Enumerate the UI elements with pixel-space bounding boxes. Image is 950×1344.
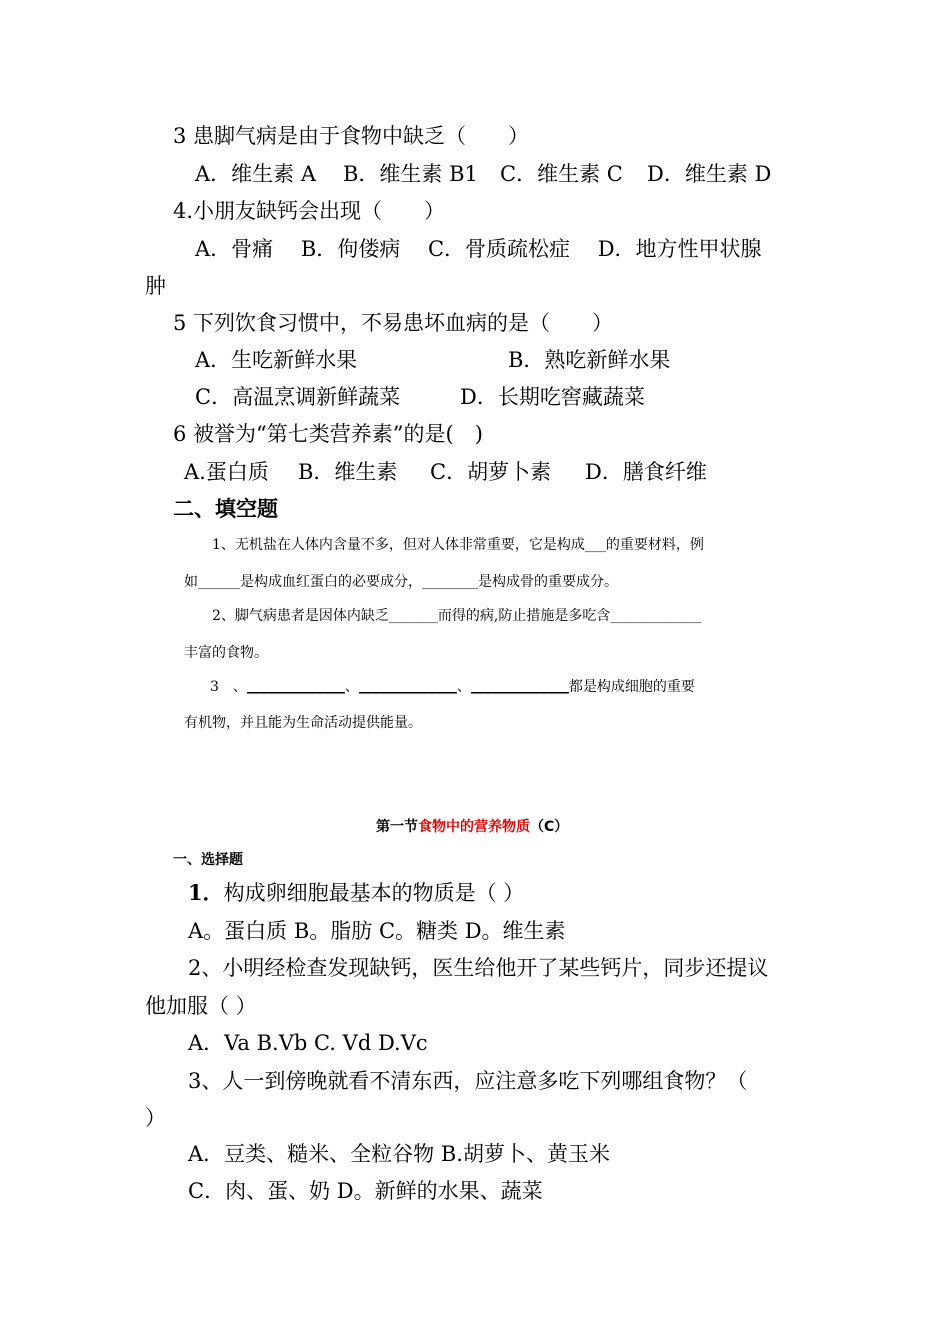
fill-3-blank-3: ______________	[470, 679, 569, 695]
section-c-title-highlight: 食物中的营养物质	[418, 819, 530, 835]
section-c-question-1-options: A。蛋白质 B。脂肪 C。糖类 D。维生素	[188, 919, 566, 943]
section-c-question-3-options-line-2: C．肉、蛋、奶 D。新鲜的水果、蔬菜	[188, 1179, 543, 1203]
section-c-title-suffix: （C）	[530, 819, 569, 835]
fill-3-separator-1: 、	[344, 679, 359, 695]
section-c-question-1-stem: 构成卵细胞最基本的物质是（ ）	[223, 881, 525, 905]
fill-2-line-1: 2、脚气病患者是因体内缺乏_______而得的病,防止措施是多吃含_____________	[212, 608, 702, 624]
question-4-options: A．骨痛 B．佝偻病 C．骨质疏松症 D．地方性甲状腺	[195, 237, 762, 261]
fill-3-blank-2: ______________	[358, 679, 457, 695]
fill-section-heading: 二、填空题	[173, 497, 278, 521]
question-5-option-a: A．生吃新鲜水果	[195, 348, 358, 372]
question-6-option-d: D．膳食纤维	[585, 460, 707, 484]
question-6-option-b: B．维生素	[298, 460, 398, 484]
question-3-option-b: B．维生素 B1	[343, 162, 478, 186]
fill-3-blank-1: ______________	[246, 679, 345, 695]
question-4-stem: 4.小朋友缺钙会出现（ ）	[173, 199, 446, 223]
section-c-title-prefix: 第一节	[376, 819, 418, 835]
question-6-option-c: C．胡萝卜素	[430, 460, 552, 484]
section-c-question-3-options-line-1: A．豆类、糙米、全粒谷物 B.胡萝卜、黄玉米	[188, 1142, 610, 1166]
question-3-option-d: D．维生素 D	[647, 162, 772, 186]
fill-3-separator-2: 、	[456, 679, 471, 695]
section-c-question-2-line-1: 2、小明经检查发现缺钙，医生给他开了某些钙片，同步还提议	[188, 956, 769, 980]
fill-1-line-1: 1、无机盐在人体内含量不多，但对人体非常重要，它是构成___的重要材料，例	[212, 537, 704, 553]
section-c-heading: 一、选择题	[173, 852, 243, 868]
question-3-option-a: A．维生素 A	[195, 162, 317, 186]
question-6-stem: 6 被誉为“第七类营养素”的是( )	[173, 422, 483, 446]
question-5-option-b: B．熟吃新鲜水果	[508, 348, 671, 372]
question-3-option-c: C．维生素 C	[500, 162, 623, 186]
fill-3-prefix: 3 、	[210, 679, 247, 695]
section-c-question-3-line-2: ）	[145, 1106, 166, 1130]
fill-3-line-1	[210, 677, 695, 697]
question-5-stem: 5 下列饮食习惯中，不易患坏血病的是（ ）	[173, 311, 614, 335]
section-c-question-2-line-2: 他加服（ ）	[145, 994, 257, 1018]
fill-3-suffix: 都是构成细胞的重要	[568, 679, 695, 695]
fill-1-line-2: 如______是构成血红蛋白的必要成分，________是构成骨的重要成分。	[184, 574, 618, 590]
question-6-option-a: A.蛋白质	[184, 460, 269, 484]
question-5-option-c: C．高温烹调新鲜蔬菜	[195, 385, 401, 409]
section-c-question-3-line-1: 3、人一到傍晚就看不清东西，应注意多吃下列哪组食物？（	[188, 1069, 748, 1093]
section-c-question-1-number: 1．	[188, 880, 224, 905]
question-4-options-wrap: 肿	[145, 274, 166, 298]
fill-2-line-2: 丰富的食物。	[184, 645, 268, 661]
section-c-question-2-options: A．Va B.Vb C. Vd D.Vc	[188, 1031, 428, 1055]
question-3-stem: 3 患脚气病是由于食物中缺乏（ ）	[173, 124, 530, 148]
section-c-question-1	[188, 880, 524, 906]
question-5-option-d: D．长期吃窖藏蔬菜	[460, 385, 645, 409]
section-c-title	[376, 817, 568, 837]
fill-3-line-2: 有机物，并且能为生命活动提供能量。	[184, 715, 422, 731]
